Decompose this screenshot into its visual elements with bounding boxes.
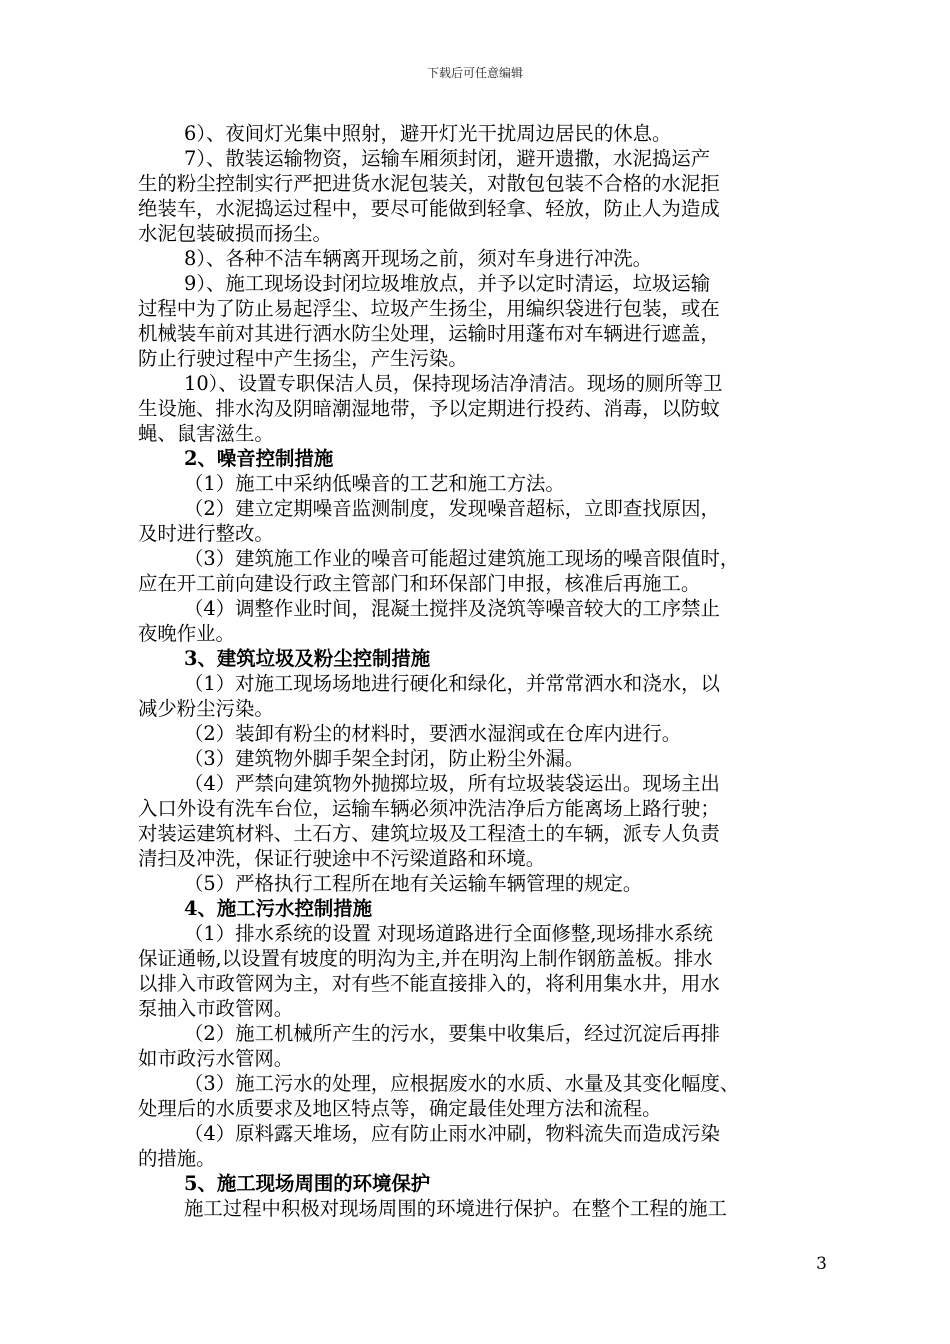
- text-line: 生设施、排水沟及阴暗潮湿地带，予以定期进行投药、消毒，以防蚊: [138, 397, 720, 420]
- text-line: 及时进行整改。: [138, 522, 274, 545]
- text-line: 泵抽入市政管网。: [138, 997, 294, 1020]
- text-line: 以排入市政管网为主，对有些不能直接排入的，将利用集水井，用水: [138, 972, 720, 995]
- text-line: （3）建筑物外脚手架全封闭，防止粉尘外漏。: [184, 747, 585, 770]
- text-line: （1）对施工现场场地进行硬化和绿化，并常常洒水和浇水，以: [184, 672, 720, 695]
- text-line: （2）施工机械所产生的污水，要集中收集后，经过沉淀后再排: [184, 1022, 720, 1045]
- text-line: （3）施工污水的处理，应根据废水的水质、水量及其变化幅度、: [184, 1072, 740, 1095]
- text-line: 蝇、鼠害滋生。: [138, 422, 274, 445]
- text-line: 生的粉尘控制实行严把进货水泥包装关，对散包包装不合格的水泥拒: [138, 172, 720, 195]
- section-heading: 4、施工污水控制措施: [184, 897, 373, 920]
- text-line: 对装运建筑材料、土石方、建筑垃圾及工程渣土的车辆，派专人负责: [138, 822, 720, 845]
- text-line: 水泥包装破损而扬尘。: [138, 222, 332, 245]
- text-line: 保证通畅,以设置有坡度的明沟为主,并在明沟上制作钢筋盖板。排水: [138, 947, 713, 970]
- text-line: （5）严格执行工程所在地有关运输车辆管理的规定。: [184, 872, 643, 895]
- text-line: （2）装卸有粉尘的材料时，要洒水湿润或在仓库内进行。: [184, 722, 682, 745]
- page-header-note: 下载后可任意编辑: [426, 66, 523, 80]
- text-line: 6）、夜间灯光集中照射，避开灯光干扰周边居民的休息。: [184, 122, 672, 145]
- text-line: （4）原料露天堆场，应有防止雨水冲刷，物料流失而造成污染: [184, 1122, 720, 1145]
- section-heading: 3、建筑垃圾及粉尘控制措施: [184, 647, 431, 670]
- text-line: （1）排水系统的设置 对现场道路进行全面修整,现场排水系统: [184, 922, 713, 945]
- text-line: 过程中为了防止易起浮尘、垃圾产生扬尘，用编织袋进行包装，或在: [138, 297, 720, 320]
- text-line: 机械装车前对其进行洒水防尘处理，运输时用蓬布对车辆进行遮盖，: [138, 322, 720, 345]
- text-line: 清扫及冲洗，保证行驶途中不污梁道路和环境。: [138, 847, 546, 870]
- text-line: 处理后的水质要求及地区特点等，确定最佳处理方法和流程。: [138, 1097, 662, 1120]
- text-line: （4）调整作业时间，混凝土搅拌及浇筑等噪音较大的工序禁止: [184, 597, 720, 620]
- text-line: 入口外设有洗车台位，运输车辆必须冲洗洁净后方能离场上路行驶；: [138, 797, 720, 820]
- text-line: 减少粉尘污染。: [138, 697, 274, 720]
- document-body: [138, 121, 826, 1221]
- text-line: 7）、散装运输物资，运输车厢须封闭，避开遗撒，水泥捣运产: [184, 147, 711, 170]
- text-line: 夜晚作业。: [138, 622, 235, 645]
- page-number: 3: [816, 1254, 827, 1274]
- text-line: 防止行驶过程中产生扬尘，产生污染。: [138, 347, 468, 370]
- section-heading: 5、施工现场周围的环境保护: [184, 1172, 431, 1195]
- text-line: 8）、各种不洁车辆离开现场之前，须对车身进行冲洗。: [184, 247, 653, 270]
- text-line: （2）建立定期噪音监测制度，发现噪音超标，立即查找原因，: [184, 497, 720, 520]
- text-line: 施工过程中积极对现场周围的环境进行保护。在整个工程的施工: [184, 1197, 727, 1220]
- section-heading: 2、噪音控制措施: [184, 447, 334, 470]
- text-line: 绝装车，水泥捣运过程中，要尽可能做到轻拿、轻放，防止人为造成: [138, 197, 720, 220]
- text-line: 的措施。: [138, 1147, 216, 1170]
- text-line: （3）建筑施工作业的噪音可能超过建筑施工现场的噪音限值时，: [184, 547, 740, 570]
- text-line: 应在开工前向建设行政主管部门和环保部门申报，核准后再施工。: [138, 572, 701, 595]
- text-line: 如市政污水管网。: [138, 1047, 294, 1070]
- text-line: 10）、设置专职保洁人员，保持现场洁净清洁。现场的厕所等卫: [184, 372, 723, 395]
- text-line: （1）施工中采纳低噪音的工艺和施工方法。: [184, 472, 565, 495]
- text-line: 9）、施工现场设封闭垃圾堆放点，并予以定时清运，垃圾运输: [184, 272, 711, 295]
- text-line: （4）严禁向建筑物外抛掷垃圾，所有垃圾装袋运出。现场主出: [184, 772, 720, 795]
